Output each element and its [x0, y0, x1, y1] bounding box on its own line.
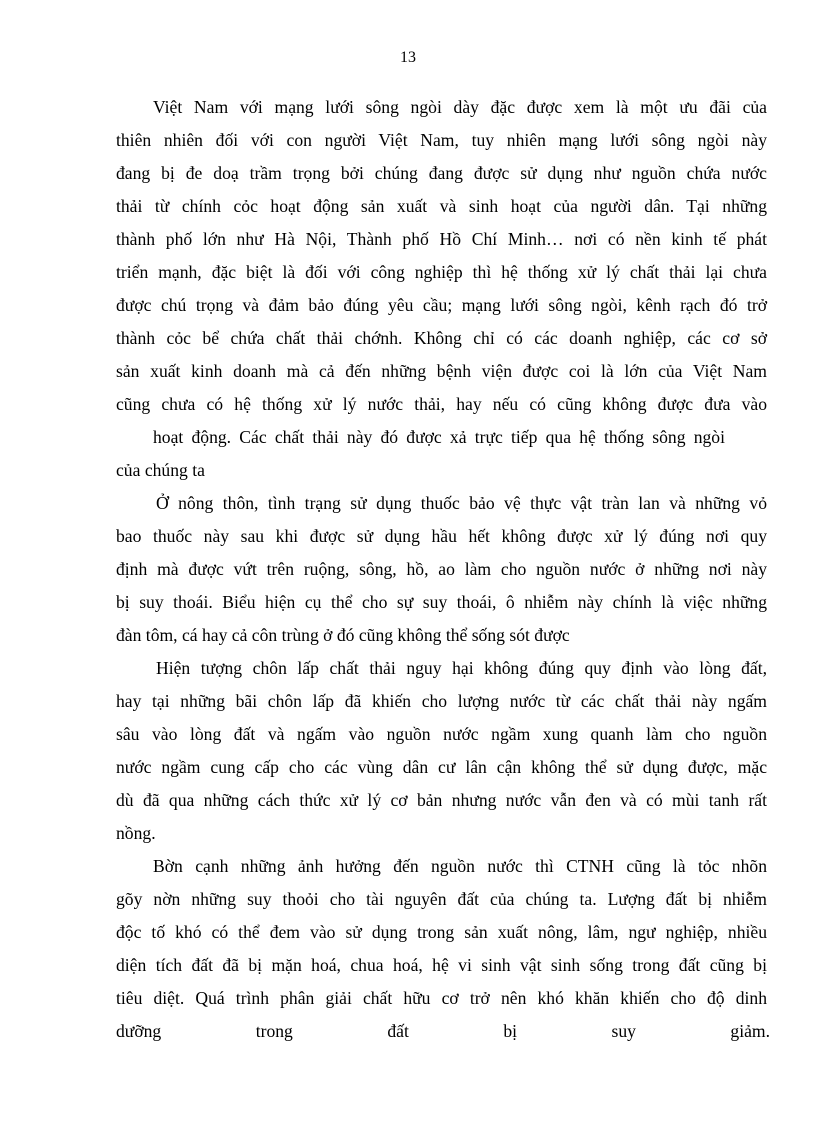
text-line: đàn tôm, cá hay cả côn trùng ở đó cũng không thể sống sót được	[116, 625, 570, 645]
text-line: dưỡng trong đất bị suy giảm.	[116, 1021, 770, 1041]
text-line: thành cỏc bể chứa chất thải chớnh. Không chỉ có các doanh nghiệp, các cơ sở	[116, 328, 767, 348]
text-line: Hiện tượng chôn lấp chất thải nguy hại không đúng quy định vào lòng đất,	[156, 658, 767, 678]
text-line: độc tố khó có thể đem vào sử dụng trong sản xuất nông, lâm, ngư nghiệp, nhiều	[116, 922, 767, 942]
text-line: Bờn cạnh những ảnh hưởng đến nguồn nước thì CTNH cũng là tỏc nhõn	[153, 856, 767, 876]
text-line: nồng.	[116, 823, 156, 843]
text-line: thành phố lớn như Hà Nội, Thành phố Hồ Chí Minh… nơi có nền kinh tế phát	[116, 229, 767, 249]
text-line: gõy nờn những suy thoỏi cho tài nguyên đất của chúng ta. Lượng đất bị nhiễm	[116, 889, 767, 909]
text-line: định mà được vứt trên ruộng, sông, hồ, ao làm cho nguồn nước ở những nơi này	[116, 559, 767, 579]
text-line: sản xuất kinh doanh mà cả đến những bệnh viện được coi là lớn của Việt Nam	[116, 361, 767, 381]
text-line: hoạt động. Các chất thải này đó được xả trực tiếp qua hệ thống sông ngòi	[153, 427, 725, 447]
page-number: 13	[400, 49, 416, 66]
text-line: hay tại những bãi chôn lấp đã khiến cho lượng nước từ các chất thải này ngấm	[116, 691, 767, 711]
text-line: thiên nhiên đối với con người Việt Nam, tuy nhiên mạng lưới sông ngòi này	[116, 130, 767, 150]
text-line: Ở nông thôn, tình trạng sử dụng thuốc bảo vệ thực vật tràn lan và những vỏ	[156, 493, 767, 513]
text-line: của chúng ta	[116, 460, 205, 480]
text-line: được chú trọng và đảm bảo đúng yêu cầu; mạng lưới sông ngòi, kênh rạch đó trở	[116, 295, 767, 315]
text-line: nước ngầm cung cấp cho các vùng dân cư lân cận không thể sử dụng được, mặc	[116, 757, 767, 777]
text-line: Việt Nam với mạng lưới sông ngòi dày đặc được xem là một ưu đãi của	[153, 97, 767, 117]
text-line: tiêu diệt. Quá trình phân giải chất hữu cơ trở nên khó khăn khiến cho độ dinh	[116, 988, 767, 1008]
text-line: bao thuốc này sau khi được sử dụng hầu hết không được xử lý đúng nơi quy	[116, 526, 767, 546]
text-line: đang bị đe doạ trầm trọng bởi chúng đang được sử dụng như nguồn chứa nước	[116, 163, 767, 183]
text-line: dù đã qua những cách thức xử lý cơ bản nhưng nước vẫn đen và có mùi tanh rất	[116, 790, 767, 810]
text-line: bị suy thoái. Biểu hiện cụ thể cho sự suy thoái, ô nhiễm này chính là việc những	[116, 592, 767, 612]
text-line: triển mạnh, đặc biệt là đối với công nghiệp thì hệ thống xử lý chất thải lại chưa	[116, 262, 767, 282]
text-line: diện tích đất đã bị mặn hoá, chua hoá, hệ vi sinh vật sinh sống trong đất cũng bị	[116, 955, 767, 975]
text-line: cũng chưa có hệ thống xử lý nước thải, hay nếu có cũng không được đưa vào	[116, 394, 767, 414]
text-line: sâu vào lòng đất và ngấm vào nguồn nước ngầm xung quanh làm cho nguồn	[116, 724, 767, 744]
text-line: thải từ chính cỏc hoạt động sản xuất và sinh hoạt của người dân. Tại những	[116, 196, 767, 216]
